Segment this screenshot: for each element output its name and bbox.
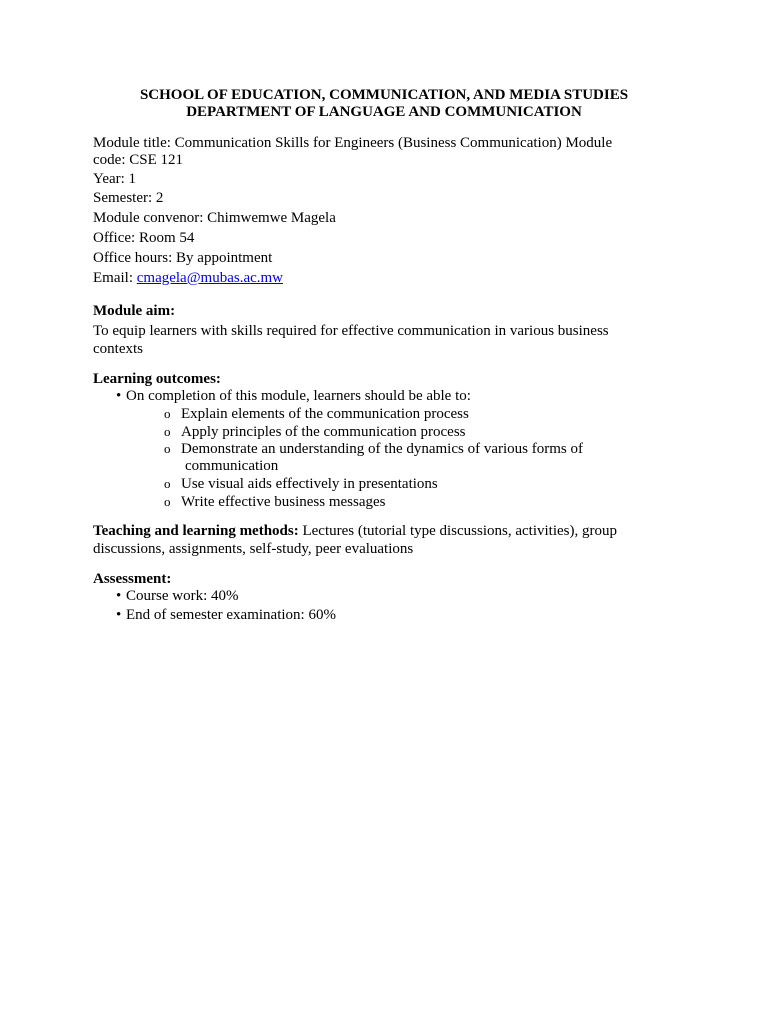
outcome-item: Demonstrate an understanding of the dynamics of various forms of [181, 441, 583, 457]
circle-bullet-icon: o [164, 424, 171, 439]
bullet-icon: • [116, 388, 122, 404]
bullet-icon: • [116, 607, 122, 623]
circle-bullet-icon: o [164, 406, 171, 421]
learning-outcomes-heading: Learning outcomes: [93, 371, 221, 387]
module-convenor: Module convenor: Chimwemwe Magela [93, 210, 336, 226]
module-title-line1: Module title: Communication Skills for Engineers (Business Communication) Module [93, 135, 613, 151]
module-aim-line2: contexts [93, 341, 143, 357]
module-title-line2: code: CSE 121 [93, 152, 183, 168]
assessment-heading: Assessment: [93, 571, 172, 587]
module-email-line [93, 269, 283, 287]
teaching-methods-line2: discussions, assignments, self-study, peer evaluations [93, 541, 414, 557]
assessment-item: End of semester examination: 60% [126, 607, 336, 623]
module-year: Year: 1 [93, 171, 137, 187]
module-aim-line1: To equip learners with skills required for effective communication in various business [93, 323, 609, 339]
outcomes-intro: On completion of this module, learners should be able to: [126, 388, 471, 404]
teaching-methods-line1 [93, 522, 617, 540]
outcome-item: Explain elements of the communication process [181, 406, 469, 422]
department-heading: DEPARTMENT OF LANGUAGE AND COMMUNICATION [186, 104, 582, 120]
circle-bullet-icon: o [164, 476, 171, 491]
bullet-icon: • [116, 588, 122, 604]
module-office: Office: Room 54 [93, 230, 195, 246]
teaching-methods-heading: Teaching and learning methods: [93, 523, 299, 539]
outcome-item-continuation: communication [185, 458, 279, 474]
school-heading: SCHOOL OF EDUCATION, COMMUNICATION, AND MEDIA STUDIES [139, 87, 629, 103]
teaching-methods-text: Lectures (tutorial type discussions, activities), group [298, 523, 617, 539]
outcome-item: Write effective business messages [181, 494, 386, 510]
module-aim-heading: Module aim: [93, 303, 176, 319]
circle-bullet-icon: o [164, 441, 171, 456]
email-link[interactable]: cmagela@mubas.ac.mw [136, 270, 284, 286]
module-semester: Semester: 2 [93, 190, 164, 206]
outcome-item: Use visual aids effectively in presentations [181, 476, 438, 492]
email-label: Email: [93, 270, 137, 286]
outcome-item: Apply principles of the communication process [181, 424, 466, 440]
assessment-item: Course work: 40% [126, 588, 239, 604]
module-office-hours: Office hours: By appointment [93, 250, 273, 266]
circle-bullet-icon: o [164, 494, 171, 509]
